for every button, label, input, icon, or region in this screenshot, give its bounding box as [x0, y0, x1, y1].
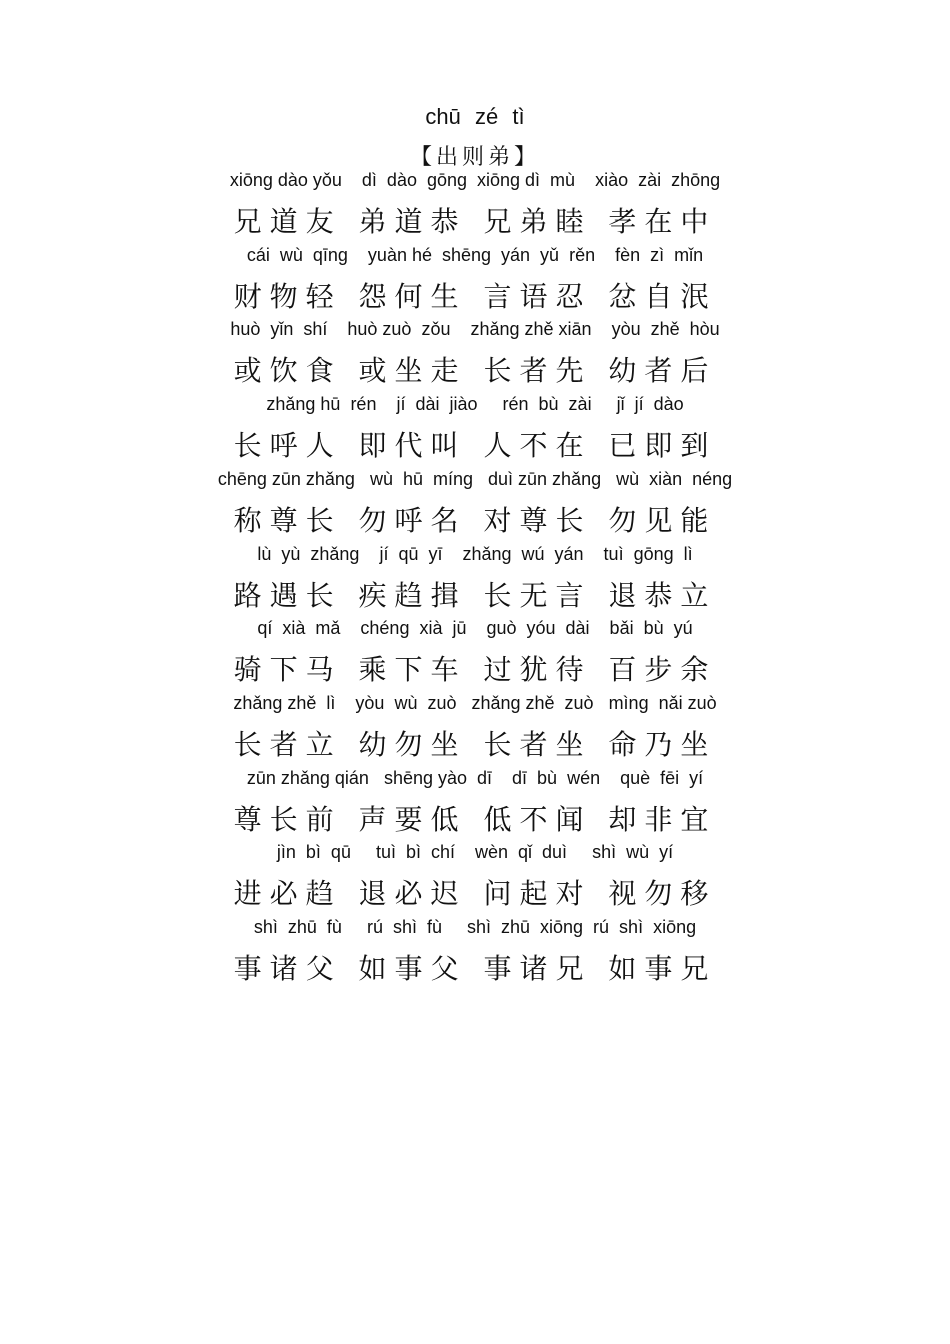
pinyin-line: zhǎng zhě lì yòu wù zuò zhǎng zhě zuò mìng nǎi zuò	[233, 692, 717, 713]
hanzi-line: 或饮食 或坐走 长者先 幼者后	[233, 354, 717, 388]
pinyin-line: shì zhū fù rú shì fù shì zhū xiōng rú shì xiōng	[253, 917, 697, 937]
pinyin-line: lù yù zhǎng jí qū yī zhǎng wú yán tuì gōng lì	[257, 543, 693, 564]
title-pinyin: chū zé tì	[425, 104, 525, 129]
hanzi-line: 长者立 幼勿坐 长者坐 命乃坐	[233, 727, 717, 761]
pinyin-line: xiōng dào yǒu dì dào gōng xiōng dì mù xiào zài zhōng	[229, 170, 721, 190]
pinyin-line: zhǎng hū rén jí dài jiào rén bù zài jǐ jí dào	[266, 394, 684, 415]
hanzi-line: 兄道友 弟道恭 兄弟睦 孝在中	[233, 205, 717, 238]
pinyin-line: qí xià mǎ chéng xià jū guò yóu dài bǎi bù yú	[257, 618, 693, 639]
hanzi-line: 称尊长 勿呼名 对尊长 勿见能	[233, 503, 717, 537]
page-title: 【出则弟】	[409, 145, 540, 170]
hanzi-line: 事诸父 如事父 事诸兄 如事兄	[233, 952, 717, 985]
hanzi-line: 长呼人 即代叫 人不在 已即到	[233, 429, 717, 463]
hanzi-line: 进必趋 退必迟 问起对 视勿移	[233, 877, 717, 911]
pinyin-line: cái wù qīng yuàn hé shēng yán yǔ rěn fèn zì mǐn	[246, 244, 704, 265]
hanzi-line: 骑下马 乘下车 过犹待 百步余	[233, 653, 717, 687]
pinyin-line: chēng zūn zhǎng wù hū míng duì zūn zhǎng wù xiàn néng	[217, 468, 733, 489]
pinyin-line: jìn bì qū tuì bì chí wèn qǐ duì shì wù yí	[276, 842, 674, 863]
pinyin-line: huò yǐn shí huò zuò zǒu zhǎng zhě xiān yòu zhě hòu	[230, 319, 720, 340]
hanzi-line: 路遇长 疾趋揖 长无言 退恭立	[233, 578, 717, 612]
pinyin-line: zūn zhǎng qián shēng yào dī dī bù wén què fēi yí	[246, 767, 704, 788]
hanzi-line: 财物轻 怨何生 言语忍 忿自泯	[233, 279, 717, 313]
hanzi-line: 尊长前 声要低 低不闻 却非宜	[233, 802, 717, 836]
